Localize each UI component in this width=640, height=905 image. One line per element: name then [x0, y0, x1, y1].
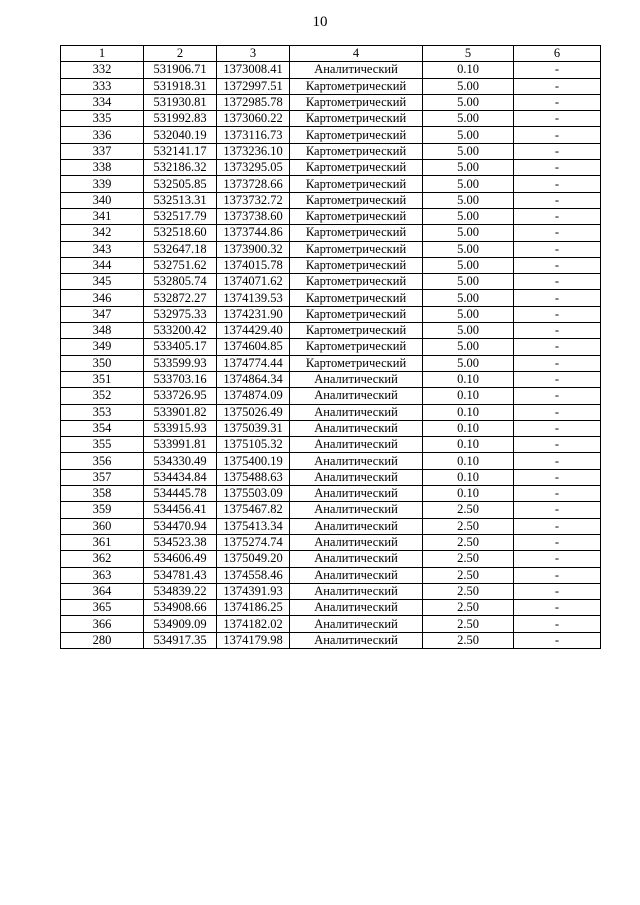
x-coordinate-cell: 533915.93: [144, 420, 217, 436]
note-cell: -: [514, 208, 601, 224]
note-cell: -: [514, 583, 601, 599]
method-cell: Картометрический: [290, 274, 423, 290]
table-row: [61, 241, 601, 257]
x-coordinate-cell: 533703.16: [144, 371, 217, 387]
accuracy-cell: 0.10: [423, 486, 514, 502]
method-cell: Аналитический: [290, 600, 423, 616]
point-number-cell: 348: [61, 323, 144, 339]
table-row: [61, 567, 601, 583]
x-coordinate-cell: 531930.81: [144, 94, 217, 110]
point-number-cell: 332: [61, 62, 144, 78]
x-coordinate-cell: 531992.83: [144, 111, 217, 127]
accuracy-cell: 2.50: [423, 534, 514, 550]
note-cell: -: [514, 192, 601, 208]
point-number-cell: 351: [61, 371, 144, 387]
accuracy-cell: 5.00: [423, 355, 514, 371]
x-coordinate-cell: 534434.84: [144, 469, 217, 485]
table-row: [61, 225, 601, 241]
accuracy-cell: 5.00: [423, 94, 514, 110]
accuracy-cell: 0.10: [423, 371, 514, 387]
method-cell: Аналитический: [290, 518, 423, 534]
note-cell: -: [514, 616, 601, 632]
accuracy-cell: 5.00: [423, 208, 514, 224]
note-cell: -: [514, 453, 601, 469]
note-cell: -: [514, 339, 601, 355]
method-cell: Аналитический: [290, 437, 423, 453]
point-number-cell: 360: [61, 518, 144, 534]
method-cell: Картометрический: [290, 241, 423, 257]
accuracy-cell: 5.00: [423, 143, 514, 159]
method-cell: Аналитический: [290, 534, 423, 550]
table-row: [61, 62, 601, 78]
y-coordinate-cell: 1374391.93: [217, 583, 290, 599]
accuracy-cell: 5.00: [423, 257, 514, 273]
x-coordinate-cell: 531918.31: [144, 78, 217, 94]
method-cell: Аналитический: [290, 486, 423, 502]
x-coordinate-cell: 534523.38: [144, 534, 217, 550]
point-number-cell: 346: [61, 290, 144, 306]
y-coordinate-cell: 1373744.86: [217, 225, 290, 241]
accuracy-cell: 2.50: [423, 518, 514, 534]
note-cell: -: [514, 600, 601, 616]
note-cell: -: [514, 469, 601, 485]
method-cell: Картометрический: [290, 208, 423, 224]
y-coordinate-cell: 1373738.60: [217, 208, 290, 224]
method-cell: Аналитический: [290, 632, 423, 648]
accuracy-cell: 5.00: [423, 127, 514, 143]
table-row: [61, 176, 601, 192]
point-number-cell: 335: [61, 111, 144, 127]
header-cell-6: 6: [514, 46, 601, 62]
note-cell: -: [514, 176, 601, 192]
y-coordinate-cell: 1374186.25: [217, 600, 290, 616]
table-body: [61, 62, 601, 649]
x-coordinate-cell: 532518.60: [144, 225, 217, 241]
note-cell: -: [514, 388, 601, 404]
x-coordinate-cell: 532505.85: [144, 176, 217, 192]
method-cell: Картометрический: [290, 306, 423, 322]
x-coordinate-cell: 532872.27: [144, 290, 217, 306]
y-coordinate-cell: 1374874.09: [217, 388, 290, 404]
y-coordinate-cell: 1374071.62: [217, 274, 290, 290]
x-coordinate-cell: 533200.42: [144, 323, 217, 339]
method-cell: Картометрический: [290, 290, 423, 306]
table-row: [61, 437, 601, 453]
note-cell: -: [514, 127, 601, 143]
method-cell: Картометрический: [290, 323, 423, 339]
point-number-cell: 334: [61, 94, 144, 110]
x-coordinate-cell: 534917.35: [144, 632, 217, 648]
table-row: [61, 404, 601, 420]
note-cell: -: [514, 534, 601, 550]
table-row: [61, 453, 601, 469]
table-row: [61, 143, 601, 159]
table-row: [61, 388, 601, 404]
accuracy-cell: 0.10: [423, 420, 514, 436]
point-number-cell: 344: [61, 257, 144, 273]
method-cell: Картометрический: [290, 111, 423, 127]
note-cell: -: [514, 160, 601, 176]
note-cell: -: [514, 420, 601, 436]
accuracy-cell: 2.50: [423, 632, 514, 648]
note-cell: -: [514, 502, 601, 518]
y-coordinate-cell: 1375413.34: [217, 518, 290, 534]
note-cell: -: [514, 567, 601, 583]
y-coordinate-cell: 1374864.34: [217, 371, 290, 387]
method-cell: Аналитический: [290, 567, 423, 583]
x-coordinate-cell: 532517.79: [144, 208, 217, 224]
x-coordinate-cell: 532647.18: [144, 241, 217, 257]
table-header: [61, 46, 601, 62]
accuracy-cell: 5.00: [423, 241, 514, 257]
y-coordinate-cell: 1374179.98: [217, 632, 290, 648]
method-cell: Картометрический: [290, 176, 423, 192]
point-number-cell: 345: [61, 274, 144, 290]
point-number-cell: 362: [61, 551, 144, 567]
y-coordinate-cell: 1373236.10: [217, 143, 290, 159]
y-coordinate-cell: 1373008.41: [217, 62, 290, 78]
accuracy-cell: 2.50: [423, 600, 514, 616]
header-cell-3: 3: [217, 46, 290, 62]
method-cell: Картометрический: [290, 160, 423, 176]
point-number-cell: 358: [61, 486, 144, 502]
table-row: [61, 339, 601, 355]
accuracy-cell: 0.10: [423, 437, 514, 453]
x-coordinate-cell: 533405.17: [144, 339, 217, 355]
header-row: [61, 46, 601, 62]
point-number-cell: 356: [61, 453, 144, 469]
table-row: [61, 486, 601, 502]
table-row: [61, 160, 601, 176]
method-cell: Аналитический: [290, 371, 423, 387]
x-coordinate-cell: 534456.41: [144, 502, 217, 518]
table-row: [61, 502, 601, 518]
point-number-cell: 336: [61, 127, 144, 143]
y-coordinate-cell: 1374774.44: [217, 355, 290, 371]
x-coordinate-cell: 532040.19: [144, 127, 217, 143]
table-row: [61, 551, 601, 567]
point-number-cell: 355: [61, 437, 144, 453]
table-row: [61, 469, 601, 485]
point-number-cell: 353: [61, 404, 144, 420]
note-cell: -: [514, 78, 601, 94]
x-coordinate-cell: 533726.95: [144, 388, 217, 404]
note-cell: -: [514, 486, 601, 502]
accuracy-cell: 5.00: [423, 78, 514, 94]
y-coordinate-cell: 1374429.40: [217, 323, 290, 339]
accuracy-cell: 0.10: [423, 469, 514, 485]
method-cell: Аналитический: [290, 616, 423, 632]
y-coordinate-cell: 1375049.20: [217, 551, 290, 567]
coordinates-table: [60, 45, 601, 649]
y-coordinate-cell: 1374139.53: [217, 290, 290, 306]
table-row: [61, 257, 601, 273]
x-coordinate-cell: 534330.49: [144, 453, 217, 469]
x-coordinate-cell: 533599.93: [144, 355, 217, 371]
x-coordinate-cell: 534839.22: [144, 583, 217, 599]
point-number-cell: 363: [61, 567, 144, 583]
point-number-cell: 364: [61, 583, 144, 599]
point-number-cell: 366: [61, 616, 144, 632]
point-number-cell: 350: [61, 355, 144, 371]
table-row: [61, 371, 601, 387]
note-cell: -: [514, 404, 601, 420]
y-coordinate-cell: 1373732.72: [217, 192, 290, 208]
method-cell: Аналитический: [290, 551, 423, 567]
note-cell: -: [514, 518, 601, 534]
table-row: [61, 127, 601, 143]
y-coordinate-cell: 1373116.73: [217, 127, 290, 143]
table-row: [61, 274, 601, 290]
note-cell: -: [514, 94, 601, 110]
accuracy-cell: 5.00: [423, 339, 514, 355]
y-coordinate-cell: 1375503.09: [217, 486, 290, 502]
point-number-cell: 341: [61, 208, 144, 224]
point-number-cell: 343: [61, 241, 144, 257]
note-cell: -: [514, 241, 601, 257]
y-coordinate-cell: 1373900.32: [217, 241, 290, 257]
x-coordinate-cell: 534909.09: [144, 616, 217, 632]
x-coordinate-cell: 531906.71: [144, 62, 217, 78]
accuracy-cell: 0.10: [423, 404, 514, 420]
table-row: [61, 632, 601, 648]
note-cell: -: [514, 111, 601, 127]
method-cell: Аналитический: [290, 388, 423, 404]
y-coordinate-cell: 1375039.31: [217, 420, 290, 436]
y-coordinate-cell: 1374558.46: [217, 567, 290, 583]
x-coordinate-cell: 533991.81: [144, 437, 217, 453]
x-coordinate-cell: 534445.78: [144, 486, 217, 502]
method-cell: Аналитический: [290, 62, 423, 78]
x-coordinate-cell: 534470.94: [144, 518, 217, 534]
accuracy-cell: 2.50: [423, 583, 514, 599]
method-cell: Картометрический: [290, 192, 423, 208]
table-row: [61, 192, 601, 208]
note-cell: -: [514, 257, 601, 273]
table-row: [61, 78, 601, 94]
method-cell: Картометрический: [290, 78, 423, 94]
accuracy-cell: 5.00: [423, 111, 514, 127]
y-coordinate-cell: 1374182.02: [217, 616, 290, 632]
y-coordinate-cell: 1374231.90: [217, 306, 290, 322]
accuracy-cell: 5.00: [423, 274, 514, 290]
x-coordinate-cell: 534908.66: [144, 600, 217, 616]
accuracy-cell: 0.10: [423, 388, 514, 404]
method-cell: Картометрический: [290, 225, 423, 241]
accuracy-cell: 2.50: [423, 502, 514, 518]
header-cell-4: 4: [290, 46, 423, 62]
point-number-cell: 280: [61, 632, 144, 648]
note-cell: -: [514, 355, 601, 371]
point-number-cell: 338: [61, 160, 144, 176]
note-cell: -: [514, 143, 601, 159]
x-coordinate-cell: 534781.43: [144, 567, 217, 583]
x-coordinate-cell: 533901.82: [144, 404, 217, 420]
method-cell: Картометрический: [290, 339, 423, 355]
y-coordinate-cell: 1375488.63: [217, 469, 290, 485]
note-cell: -: [514, 274, 601, 290]
note-cell: -: [514, 306, 601, 322]
accuracy-cell: 5.00: [423, 192, 514, 208]
point-number-cell: 352: [61, 388, 144, 404]
table-row: [61, 355, 601, 371]
method-cell: Аналитический: [290, 502, 423, 518]
table-row: [61, 616, 601, 632]
y-coordinate-cell: 1373060.22: [217, 111, 290, 127]
method-cell: Аналитический: [290, 583, 423, 599]
point-number-cell: 340: [61, 192, 144, 208]
note-cell: -: [514, 632, 601, 648]
method-cell: Аналитический: [290, 469, 423, 485]
note-cell: -: [514, 62, 601, 78]
point-number-cell: 354: [61, 420, 144, 436]
point-number-cell: 333: [61, 78, 144, 94]
header-cell-5: 5: [423, 46, 514, 62]
note-cell: -: [514, 437, 601, 453]
table-row: [61, 208, 601, 224]
point-number-cell: 359: [61, 502, 144, 518]
x-coordinate-cell: 532805.74: [144, 274, 217, 290]
point-number-cell: 347: [61, 306, 144, 322]
y-coordinate-cell: 1375467.82: [217, 502, 290, 518]
table-row: [61, 420, 601, 436]
y-coordinate-cell: 1373728.66: [217, 176, 290, 192]
accuracy-cell: 0.10: [423, 62, 514, 78]
table-row: [61, 323, 601, 339]
x-coordinate-cell: 534606.49: [144, 551, 217, 567]
accuracy-cell: 5.00: [423, 176, 514, 192]
y-coordinate-cell: 1375400.19: [217, 453, 290, 469]
point-number-cell: 337: [61, 143, 144, 159]
note-cell: -: [514, 371, 601, 387]
y-coordinate-cell: 1372985.78: [217, 94, 290, 110]
method-cell: Картометрический: [290, 127, 423, 143]
x-coordinate-cell: 532141.17: [144, 143, 217, 159]
point-number-cell: 357: [61, 469, 144, 485]
method-cell: Аналитический: [290, 420, 423, 436]
x-coordinate-cell: 532975.33: [144, 306, 217, 322]
table-row: [61, 583, 601, 599]
x-coordinate-cell: 532513.31: [144, 192, 217, 208]
y-coordinate-cell: 1374604.85: [217, 339, 290, 355]
y-coordinate-cell: 1373295.05: [217, 160, 290, 176]
note-cell: -: [514, 323, 601, 339]
table-row: [61, 94, 601, 110]
method-cell: Картометрический: [290, 355, 423, 371]
method-cell: Картометрический: [290, 94, 423, 110]
note-cell: -: [514, 551, 601, 567]
table-row: [61, 290, 601, 306]
point-number-cell: 361: [61, 534, 144, 550]
y-coordinate-cell: 1375105.32: [217, 437, 290, 453]
note-cell: -: [514, 290, 601, 306]
point-number-cell: 339: [61, 176, 144, 192]
table-row: [61, 600, 601, 616]
note-cell: -: [514, 225, 601, 241]
accuracy-cell: 5.00: [423, 306, 514, 322]
accuracy-cell: 2.50: [423, 567, 514, 583]
point-number-cell: 365: [61, 600, 144, 616]
point-number-cell: 342: [61, 225, 144, 241]
x-coordinate-cell: 532186.32: [144, 160, 217, 176]
method-cell: Аналитический: [290, 453, 423, 469]
y-coordinate-cell: 1374015.78: [217, 257, 290, 273]
accuracy-cell: 2.50: [423, 616, 514, 632]
method-cell: Картометрический: [290, 143, 423, 159]
y-coordinate-cell: 1375026.49: [217, 404, 290, 420]
accuracy-cell: 0.10: [423, 453, 514, 469]
accuracy-cell: 5.00: [423, 290, 514, 306]
x-coordinate-cell: 532751.62: [144, 257, 217, 273]
table-row: [61, 306, 601, 322]
y-coordinate-cell: 1375274.74: [217, 534, 290, 550]
header-cell-2: 2: [144, 46, 217, 62]
point-number-cell: 349: [61, 339, 144, 355]
page-number: 10: [312, 14, 328, 30]
y-coordinate-cell: 1372997.51: [217, 78, 290, 94]
header-cell-1: 1: [61, 46, 144, 62]
method-cell: Аналитический: [290, 404, 423, 420]
table-row: [61, 518, 601, 534]
table-row: [61, 111, 601, 127]
accuracy-cell: 5.00: [423, 323, 514, 339]
accuracy-cell: 5.00: [423, 160, 514, 176]
table-row: [61, 534, 601, 550]
accuracy-cell: 5.00: [423, 225, 514, 241]
accuracy-cell: 2.50: [423, 551, 514, 567]
method-cell: Картометрический: [290, 257, 423, 273]
